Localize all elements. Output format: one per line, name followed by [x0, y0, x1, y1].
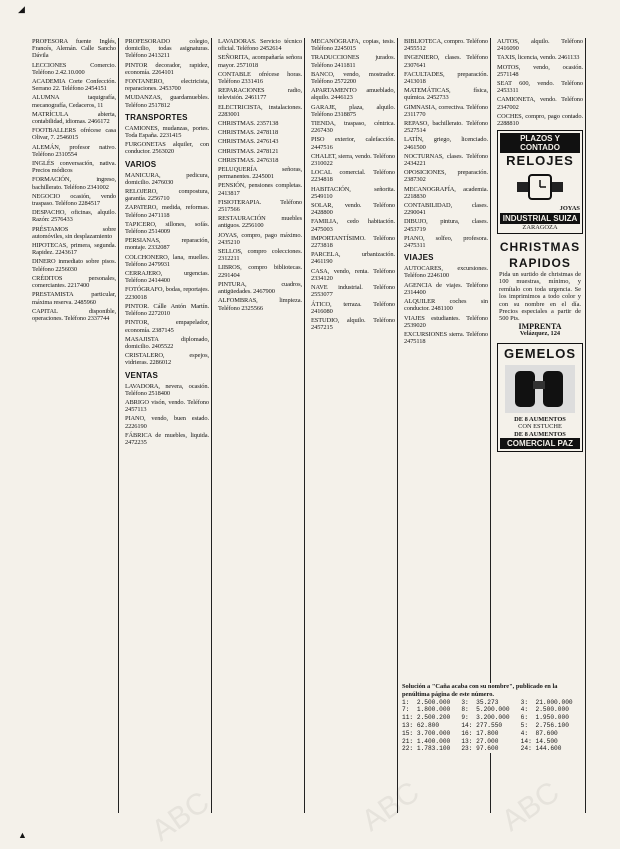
classified-ad: BIBLIOTECA, compro. Teléfono 2455512	[404, 38, 488, 53]
classified-ad: CONTABLE ofrécese horas. Teléfono 2331416	[218, 70, 302, 86]
gemelos-ad	[497, 343, 583, 452]
classified-ad: MASAJISTA diplomado, domicilio. 2405522	[125, 335, 209, 350]
classified-ad: PARCELA, urbanización. 2461190	[311, 251, 395, 266]
corner-mark-top: ◢	[18, 4, 25, 14]
classified-ad: JOYAS, compro, pago máximo. 2435210	[218, 231, 302, 246]
watermark: ABC	[145, 785, 216, 848]
classified-ad: PINTOR decorador, rapidez, economía. 2264101	[125, 61, 209, 76]
solution-cell: 17.800	[476, 729, 499, 737]
gemelos-ad-heading: GEMELOS	[503, 345, 576, 361]
christmas-ad-heading: CHRISTMAS RAPIDOS	[499, 240, 581, 271]
solution-heading: Solución a "Caña acaba con su nombre", publicado en la penúltima página de este número.	[402, 683, 558, 698]
classified-ad: REPARACIONES radio, televisión. 2461177	[218, 87, 302, 102]
solution-cell: 21.000.000	[535, 698, 573, 706]
solution-cell: 1.950.000	[535, 714, 569, 722]
classified-ad: IMPORTANTÍSIMO. Teléfono 2273818	[311, 234, 395, 250]
solution-cell: 4:	[520, 729, 529, 737]
solution-cell: 144.600	[535, 745, 562, 753]
classified-ad: AGENCIA de viajes. Teléfono 2314400	[404, 281, 488, 296]
solution-cell: 87.600	[535, 729, 558, 737]
classified-ad: TAXIS, licencia, vendo. 2461133	[497, 54, 580, 62]
classified-ad: PIANO, vendo, buen estado. 2226190	[125, 415, 209, 430]
solution-cell: 2.756.100	[535, 721, 569, 729]
solution-row	[402, 699, 585, 707]
classified-ad: ESTUDIO, alquilo. Teléfono 2457215	[311, 316, 395, 332]
solution-cell: 15:	[402, 729, 414, 737]
section-heading: VARIOS	[125, 159, 157, 169]
classified-ad: PRESTAMISTA particular, máxima reserva. 2485960	[32, 291, 116, 306]
classified-ad: ÁTICO, terraza. Teléfono 2416080	[311, 300, 395, 315]
watermark: ABC	[355, 775, 426, 838]
column-4	[309, 38, 398, 813]
classified-ad: CAMIONES, mudanzas, portes. Toda España. 2231415	[125, 124, 209, 140]
gemelos-ad-line2: DE 8 AUMENTOS	[514, 430, 566, 438]
classified-ad: CASA, vendo, renta. Teléfono 2334120	[311, 267, 395, 282]
classified-ad: RELOJERO, compostura, garantía. 2256710	[125, 188, 209, 203]
classified-ad: FÁBRICA de muebles, liquida. 2472235	[125, 431, 209, 446]
classified-ad: PIANO, solfeo, profesora. 2475311	[404, 234, 488, 250]
solution-cell: 3.700.000	[416, 729, 451, 737]
classified-ad: APARTAMENTO amueblado, alquilo. 2446123	[311, 87, 395, 102]
classified-ad: LIBROS, compro bibliotecas. 2291404	[218, 264, 302, 279]
classified-ad: OPOSICIONES, preparación. 2387302	[404, 169, 488, 184]
christmas-ad-address: Velázquez, 124	[519, 330, 561, 338]
binoculars-icon	[505, 365, 575, 413]
classified-ad: CRISTALERO, espejos, vidrieras. 2286012	[125, 352, 209, 367]
gemelos-ad-line1: DE 8 AUMENTOS	[514, 415, 566, 423]
solution-cell: 8:	[461, 706, 469, 714]
classified-ad: NOCTURNAS, clases. Teléfono 2434221	[404, 152, 488, 168]
classified-ad: MECANÓGRAFA, copias, tesis. Teléfono 2245015	[311, 38, 395, 53]
solution-row	[402, 738, 585, 746]
classified-ad: ALFOMBRAS, limpieza. Teléfono 2325566	[218, 297, 302, 312]
solution-cell: 6:	[520, 714, 529, 722]
solution-cell: 21:	[402, 737, 414, 745]
solution-cell: 35.273	[476, 698, 499, 706]
solution-table	[402, 699, 585, 754]
christmas-ad-body: Pida un surtido de christmas de 100 muestras, mínimo, y remítalo con toda urgencia. Se los imprimimos a todo color y con su nombre en el día. Precios especiales a partir de 500 Pts.	[499, 271, 581, 323]
classified-ad: FOTÓGRAFO, bodas, reportajes. 2230018	[125, 286, 209, 301]
solution-cell: 13:	[461, 737, 473, 745]
classified-ad: DESPACHO, oficinas, alquilo. Razón: 2576433	[32, 209, 116, 224]
solution-row	[402, 722, 585, 730]
classified-ad: TAPICERO, sillones, sofás. Teléfono 2514009	[125, 220, 209, 236]
classified-ad: FOOTBALLERS ofrécese casa Olivar, 7. 2546015	[32, 127, 116, 142]
classified-ad: CAMIONETA, vendo. Teléfono 2347002	[497, 96, 583, 111]
classified-ad: FACULTADES, preparación. 2413018	[404, 70, 488, 86]
classified-ad: LATÍN, griego, licenciado. 2461500	[404, 136, 488, 151]
classified-ad: BANCO, vendo, mostrador. Teléfono 2572200	[311, 70, 395, 86]
classified-ad: PERSIANAS, reparación, montaje. 2332087	[125, 237, 209, 252]
classified-ad: PISO exterior, calefacción. 2447516	[311, 136, 395, 151]
solution-cell: 2.500.200	[416, 714, 451, 722]
classified-ad: LAVADORA, nevera, ocasión. Teléfono 2518400	[125, 382, 209, 397]
classified-ad: DIBUJO, pintura, clases. 2453719	[404, 218, 488, 233]
classified-ad: FORMACIÓN, ingreso, bachillerato. Teléfono 2341002	[32, 176, 116, 191]
solution-row	[402, 730, 585, 738]
solution-cell: 3:	[520, 698, 529, 706]
classified-ad: PINTOR. Cálle Antón Martín. Teléfono 2272010	[125, 302, 209, 318]
watch-icon	[515, 172, 565, 202]
classified-ad: PINTOR, empapelador, economía. 2387145	[125, 319, 209, 334]
solution-cell: 1.783.100	[416, 745, 451, 753]
relojes-ad-heading: RELOJES	[506, 153, 574, 169]
column-1	[30, 38, 119, 813]
classified-ad: REPASO, bachillerato. Teléfono 2527514	[404, 120, 488, 135]
classified-ad: CRÉDITOS personales, comerciantes. 2217400	[32, 274, 116, 290]
classified-ad: CHRISTMAS. 2476143	[218, 138, 279, 146]
solution-cell: 5.200.000	[476, 706, 510, 714]
solution-cell: 27.000	[476, 737, 499, 745]
classified-ad: PENSIÓN, pensiones completas. 2413817	[218, 182, 302, 197]
classified-ad: FURGONETAS alquiler, con conductor. 2563020	[125, 141, 209, 156]
classified-ad: MANICURA, pedicura, domicilio. 2476030	[125, 171, 209, 186]
classified-ad: CHALET, sierra, vendo. Teléfono 2310022	[311, 152, 395, 168]
classified-ad: GIMNASIA, correctiva. Teléfono 2311770	[404, 103, 488, 118]
classified-ad: SELLOS, compro colecciones. 2312211	[218, 248, 302, 263]
classified-ad: PROFESORA fuente Inglés, Francés, Alemán. Calle Sancho Dávila	[32, 38, 116, 60]
solution-cell: 2.500.000	[535, 706, 569, 714]
classified-ad: SOLAR, vendo. Teléfono 2428800	[311, 202, 395, 217]
classified-ad: ACADEMIA Corte Confección. Serrano 22. Teléfono 2454151	[32, 78, 116, 93]
classified-ad: ALEMÁN, profesor nativo. Teléfono 2310554	[32, 143, 116, 158]
classified-ad: CHRISTMAS. 2476318	[218, 156, 279, 164]
section-heading: VIAJES	[404, 253, 434, 263]
classified-ad: FONTANERO, electricista, reparaciones. 2453700	[125, 78, 209, 93]
solution-cell: 22:	[402, 745, 414, 753]
solution-cell: 11:	[402, 714, 414, 722]
solution-cell: 1:	[402, 698, 410, 706]
classified-ad: MECANOGRAFÍA, academia. 2218830	[404, 185, 488, 200]
classified-ad: TIENDA, traspaso, céntrica. 2267430	[311, 120, 395, 135]
classified-ad: LECCIONES Comercio. Teléfono 2.42.10.000	[32, 61, 116, 76]
solution-cell: 277.550	[476, 721, 503, 729]
classifieds-page	[30, 38, 585, 813]
classified-ad: GARAJE, plaza, alquilo. Teléfono 2318875	[311, 103, 395, 118]
solution-cell: 7:	[402, 706, 410, 714]
classified-ad: MOTOS, vendo, ocasión. 2571148	[497, 63, 583, 78]
classified-ad: CHRISTMAS. 2478121	[218, 147, 279, 155]
classified-ad: PRÉSTAMOS sobre automóviles, sin desplazamiento	[32, 225, 116, 240]
classified-ad: NEGOCIO ocasión, vendo traspaso. Teléfono 2284517	[32, 192, 116, 208]
classified-ad: MUDANZAS, guardamuebles. Teléfono 2517812	[125, 94, 209, 109]
solution-cell: 24:	[520, 745, 532, 753]
solution-cell: 62.800	[416, 721, 440, 729]
classified-ad: AUTOCARES, excursiones. Teléfono 2246100	[404, 265, 488, 280]
classified-ad: FISIOTERAPIA. Teléfono 2517566	[218, 198, 302, 214]
classified-ad: ELECTRICISTA, instalaciones. 2283001	[218, 103, 302, 118]
classified-ad: AUTOS, alquilo. Teléfono 2416090	[497, 38, 583, 53]
solution-cell: 14.500	[535, 737, 558, 745]
classified-ad: VIAJES estudiantes. Teléfono 2539020	[404, 314, 488, 329]
relojes-ad-title: PLAZOS Y CONTADO	[500, 133, 580, 153]
classified-ad: DINERO inmediato sobre pisos. Teléfono 2256030	[32, 258, 116, 273]
gemelos-ad-line3: CON ESTUCHE	[518, 423, 562, 431]
solution-cell: 3:	[461, 698, 469, 706]
classified-ad: CONTABILIDAD, clases. 2290041	[404, 202, 488, 217]
classified-ad: FAMILIA, cedo habitación. 2475003	[311, 218, 395, 233]
classified-ad: TRADUCCIONES jurados. Teléfono 2411811	[311, 54, 395, 69]
classified-ad: ALUMNA taquigrafía, mecanografía, Cedaceros, 11	[32, 94, 116, 109]
solution-cell: 9:	[461, 714, 469, 722]
classified-ad: MATRÍCULA abierta, contabilidad, idiomas. 2466172	[32, 110, 116, 126]
classified-ad: SEÑORITA, acompañaría señora mayor. 2571018	[218, 54, 302, 69]
classified-ad: MATEMÁTICAS, física, química. 2452733	[404, 87, 488, 102]
solution-cell: 97.600	[476, 745, 499, 753]
solution-row	[402, 706, 585, 714]
classified-ad: CERRAJERO, urgencias. Teléfono 2414400	[125, 270, 209, 285]
solution-cell: 14:	[461, 721, 473, 729]
classified-ad: INGENIERO, clases. Teléfono 2307641	[404, 54, 488, 69]
classified-ad: SEAT 600, vendo. Teléfono 2453311	[497, 80, 583, 95]
classified-ad: INGLÉS conversación, nativa. Precios módicos	[32, 160, 116, 175]
christmas-ad	[497, 237, 583, 340]
classified-ad: LOCAL comercial. Teléfono 2234818	[311, 169, 395, 184]
classified-ad: HABITACIÓN, señorita. 2549110	[311, 185, 395, 200]
solution-cell: 5:	[520, 721, 529, 729]
relojes-ad	[497, 130, 583, 234]
section-heading: VENTAS	[125, 370, 159, 380]
classified-ad: NAVE industrial. Teléfono 2553077	[311, 284, 395, 299]
classified-ad: COLCHONERO, lana, muelles. Teléfono 2479931	[125, 253, 209, 268]
solution-cell: 14:	[520, 737, 532, 745]
solution-cell: 3.200.000	[476, 714, 510, 722]
relojes-ad-sub: JOYAS	[559, 205, 580, 213]
solution-cell: 13:	[402, 721, 414, 729]
solution-cell: 1.400.000	[416, 737, 451, 745]
classified-ad: PINTURA, cuadros, antigüedades. 2467900	[218, 280, 302, 296]
solution-row	[402, 714, 585, 722]
classified-ad: ABRIGO visón, vendo. Teléfono 2457113	[125, 398, 209, 414]
solution-cell: 23:	[461, 745, 473, 753]
gemelos-ad-footer: COMERCIAL PAZ	[500, 438, 580, 449]
classified-ad: LAVADORAS. Servicio técnico oficial. Teléfono 2452614	[218, 38, 302, 53]
relojes-ad-brand: INDUSTRIAL SUIZA	[500, 213, 580, 224]
column-2	[123, 38, 212, 813]
solution-cell: 2.500.000	[416, 698, 451, 706]
classified-ad: PELUQUERÍA señoras, permanentes. 2245001	[218, 166, 302, 181]
christmas-ad-brand: IMPRENTA	[518, 321, 562, 331]
solution-row	[402, 745, 585, 753]
classified-ad: CHRISTMAS. 2357138	[218, 120, 279, 128]
classified-ad: ALQUILER coches sin conductor. 2481100	[404, 298, 488, 313]
classified-ad: ZAPATERO, medida, reformas. Teléfono 2471118	[125, 204, 209, 219]
classified-ad: PROFESORADO colegio, domicilio, todas asignaturas. Teléfono 2413211	[125, 38, 209, 60]
corner-mark-bottom: ▲	[18, 830, 27, 840]
classified-ad: RESTAURACIÓN muebles antiguos. 2256100	[218, 215, 302, 230]
classified-ad: HIPOTECAS, primera, segunda. Rapidez. 2243617	[32, 242, 116, 257]
classified-ad: EXCURSIONES sierra. Teléfono 2475118	[404, 330, 488, 346]
solution-box	[402, 683, 585, 753]
section-heading: TRANSPORTES	[125, 112, 188, 122]
solution-cell: 16:	[461, 729, 473, 737]
relojes-ad-address: ZARAGOZA	[522, 223, 558, 231]
classified-ad: COCHES, compro, pago contado. 2288810	[497, 112, 583, 128]
classified-ad: CAPITAL disponible, operaciones. Teléfono 2337744	[32, 307, 116, 322]
watermark: ABC	[495, 775, 566, 838]
classified-ad: CHRISTMAS. 2478118	[218, 129, 279, 137]
solution-cell: 1.800.000	[416, 706, 451, 714]
solution-cell: 4:	[520, 706, 529, 714]
column-3	[216, 38, 305, 813]
